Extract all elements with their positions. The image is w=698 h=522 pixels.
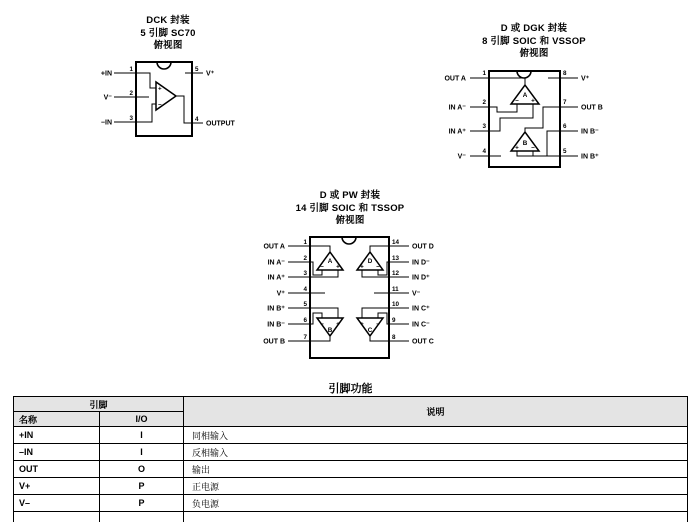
soic8-pin6-label: IN B⁻ bbox=[581, 128, 599, 136]
soic8-amp-a-minus-sign: − bbox=[515, 97, 519, 105]
table-row bbox=[14, 444, 688, 461]
header-description: 说明 bbox=[184, 397, 688, 427]
soic8-pin3-number: 3 bbox=[482, 123, 486, 130]
pin-description-cell: 反相输入 bbox=[184, 444, 688, 461]
soic14-pin13-number: 13 bbox=[392, 255, 400, 262]
soic14-pin3-label: IN A⁺ bbox=[267, 274, 285, 282]
table-row bbox=[14, 461, 688, 478]
dck-pin5-number: 5 bbox=[195, 66, 199, 73]
soic14-pin4-number: 4 bbox=[303, 286, 307, 293]
soic14-pin8-label: OUT C bbox=[412, 338, 434, 346]
soic8-pin2-number: 2 bbox=[482, 99, 486, 106]
soic14-pin10-label: IN C⁺ bbox=[412, 305, 430, 313]
soic14-amp-b-label: B bbox=[327, 327, 333, 334]
pin-name-cell: –IN bbox=[14, 444, 100, 461]
soic8-pin4-label: V⁻ bbox=[457, 153, 466, 161]
soic14-pin2-number: 2 bbox=[303, 255, 307, 262]
dck-pin2-number: 2 bbox=[129, 90, 133, 97]
soic14-pin12-wire bbox=[362, 270, 409, 277]
soic14-pin1-label: OUT A bbox=[263, 243, 285, 251]
soic14-pin11-label: V⁻ bbox=[412, 290, 421, 298]
pin-io-cell: I bbox=[100, 427, 184, 444]
dck-title-line2: 5 引脚 SC70 bbox=[140, 27, 196, 39]
soic8-amp-a-label: A bbox=[522, 92, 528, 99]
soic14-pin8-number: 8 bbox=[392, 334, 396, 341]
table-row bbox=[14, 478, 688, 495]
soic8-pin3-label: IN A⁺ bbox=[448, 128, 466, 136]
soic14-pin11-number: 11 bbox=[392, 286, 399, 293]
soic8-pin6-wire bbox=[533, 131, 578, 156]
clipped-cell bbox=[14, 512, 100, 522]
soic14-amp-c-label: C bbox=[367, 327, 373, 334]
soic14-pin6-number: 6 bbox=[303, 317, 307, 324]
soic14-pin1-number: 1 bbox=[303, 239, 307, 246]
soic8-amp-a-plus-sign: + bbox=[531, 97, 535, 105]
header-name: 名称 bbox=[14, 412, 100, 427]
soic14-amp-c-plus-sign: + bbox=[360, 321, 364, 328]
soic14-amp-d-label: D bbox=[367, 258, 373, 265]
dck-pin1-number: 1 bbox=[129, 66, 133, 73]
pin-io-cell: P bbox=[100, 478, 184, 495]
soic8-pin2-wire bbox=[470, 104, 517, 112]
soic14-pin6-label: IN B⁻ bbox=[267, 321, 285, 329]
soic14-amp-c-minus-sign: − bbox=[376, 321, 380, 328]
pin-function-table bbox=[13, 396, 688, 522]
soic8-pin5-number: 5 bbox=[563, 148, 567, 155]
table-header-row-1 bbox=[14, 397, 688, 412]
pin-io-cell: I bbox=[100, 444, 184, 461]
pin-name-cell: V– bbox=[14, 495, 100, 512]
soic14-pin14-label: OUT D bbox=[412, 243, 434, 251]
table-row-clipped bbox=[14, 512, 688, 522]
soic14-pin2-label: IN A⁻ bbox=[267, 259, 285, 267]
table-row bbox=[14, 495, 688, 512]
pin-description-cell: 同相输入 bbox=[184, 427, 688, 444]
soic8-pin8-number: 8 bbox=[563, 70, 567, 77]
dck-pin4-number: 4 bbox=[195, 116, 199, 123]
soic8-pin7-label: OUT B bbox=[581, 104, 603, 112]
soic8-pin2-label: IN A⁻ bbox=[448, 104, 466, 112]
dck-title-line3: 俯视图 bbox=[153, 40, 183, 51]
soic8-pin6-number: 6 bbox=[563, 123, 567, 130]
soic14-amp-a-plus-sign: + bbox=[336, 263, 340, 271]
pin-function-table-title: 引脚功能 bbox=[328, 383, 373, 395]
dck-pin1-notch-icon bbox=[157, 62, 171, 69]
soic14-ic-body bbox=[310, 237, 389, 358]
dck-plus-sign: + bbox=[158, 85, 162, 93]
clipped-cell bbox=[100, 512, 184, 522]
soic14-pin9-label: IN C⁻ bbox=[412, 321, 430, 329]
pin-name-cell: OUT bbox=[14, 461, 100, 478]
dck-pin4-wire bbox=[176, 96, 203, 123]
soic14-pin12-label: IN D⁺ bbox=[412, 274, 430, 282]
soic14-package-diagram bbox=[263, 237, 434, 358]
soic8-amp-b-plus-sign: + bbox=[515, 144, 519, 152]
soic8-pin4-number: 4 bbox=[482, 148, 486, 155]
soic14-title-line3: 俯视图 bbox=[335, 215, 365, 226]
soic8-title-line1: D 或 DGK 封装 bbox=[500, 23, 568, 34]
soic14-pin3-number: 3 bbox=[303, 270, 307, 277]
soic14-pin7-number: 7 bbox=[303, 334, 307, 341]
dck-pin3-label: −IN bbox=[100, 119, 112, 127]
soic14-title-line1: D 或 PW 封装 bbox=[319, 190, 381, 201]
soic8-title-line3: 俯视图 bbox=[519, 48, 549, 59]
soic14-pin7-label: OUT B bbox=[263, 338, 285, 346]
header-io: I/O bbox=[100, 412, 184, 427]
pin-description-cell: 输出 bbox=[184, 461, 688, 478]
pin-name-cell: +IN bbox=[14, 427, 100, 444]
soic8-pin3-wire bbox=[470, 104, 533, 131]
soic8-pin1-notch-icon bbox=[517, 71, 531, 78]
soic8-pin1-wire bbox=[470, 78, 525, 85]
soic14-pin10-number: 10 bbox=[392, 301, 400, 308]
soic8-title-line2: 8 引脚 SOIC 和 VSSOP bbox=[482, 35, 586, 47]
soic14-title-line2: 14 引脚 SOIC 和 TSSOP bbox=[295, 202, 405, 214]
soic14-pin5-number: 5 bbox=[303, 301, 307, 308]
soic14-amp-b-minus-sign: − bbox=[320, 321, 324, 328]
pin-io-cell: P bbox=[100, 495, 184, 512]
dck-pin1-label: +IN bbox=[100, 70, 112, 78]
dck-pin3-number: 3 bbox=[129, 115, 133, 122]
pin-io-cell: O bbox=[100, 461, 184, 478]
soic8-package-diagram bbox=[444, 70, 602, 167]
clipped-cell bbox=[184, 512, 688, 522]
soic8-pin7-number: 7 bbox=[563, 99, 567, 106]
soic14-pin4-label: V⁺ bbox=[276, 290, 285, 298]
soic14-amp-d-plus-sign: + bbox=[360, 263, 364, 271]
soic8-pin5-label: IN B⁺ bbox=[581, 153, 599, 161]
dck-minus-sign: − bbox=[158, 101, 162, 109]
soic14-pin1-notch-icon bbox=[342, 237, 356, 244]
soic8-pin8-label: V⁺ bbox=[581, 75, 590, 83]
header-pin-group: 引脚 bbox=[14, 397, 184, 412]
soic14-amp-b-plus-sign: + bbox=[336, 321, 340, 328]
soic8-pin1-number: 1 bbox=[482, 70, 486, 77]
pin-description-cell: 负电源 bbox=[184, 495, 688, 512]
dck-pin4-label: OUTPUT bbox=[206, 120, 235, 128]
soic14-pin13-label: IN D⁻ bbox=[412, 259, 430, 267]
pin-name-cell: V+ bbox=[14, 478, 100, 495]
dck-title-line1: DCK 封装 bbox=[146, 15, 190, 26]
dck-package-diagram bbox=[101, 62, 236, 136]
soic14-amp-d-minus-sign: − bbox=[376, 263, 380, 271]
soic14-amp-a-label: A bbox=[327, 258, 333, 265]
table-row bbox=[14, 427, 688, 444]
soic14-pin9-number: 9 bbox=[392, 317, 396, 324]
soic8-amp-b-label: B bbox=[522, 140, 528, 147]
dck-pin5-label: V⁺ bbox=[206, 70, 215, 78]
soic8-amp-b-minus-sign: − bbox=[531, 144, 535, 152]
soic14-amp-a-minus-sign: − bbox=[320, 263, 324, 271]
soic8-pin1-label: OUT A bbox=[444, 75, 466, 83]
soic14-pin12-number: 12 bbox=[392, 270, 400, 277]
dck-pin2-label: V⁻ bbox=[103, 94, 112, 102]
pin-description-cell: 正电源 bbox=[184, 478, 688, 495]
soic14-pin14-number: 14 bbox=[392, 239, 400, 246]
soic14-pin5-label: IN B⁺ bbox=[267, 305, 285, 313]
